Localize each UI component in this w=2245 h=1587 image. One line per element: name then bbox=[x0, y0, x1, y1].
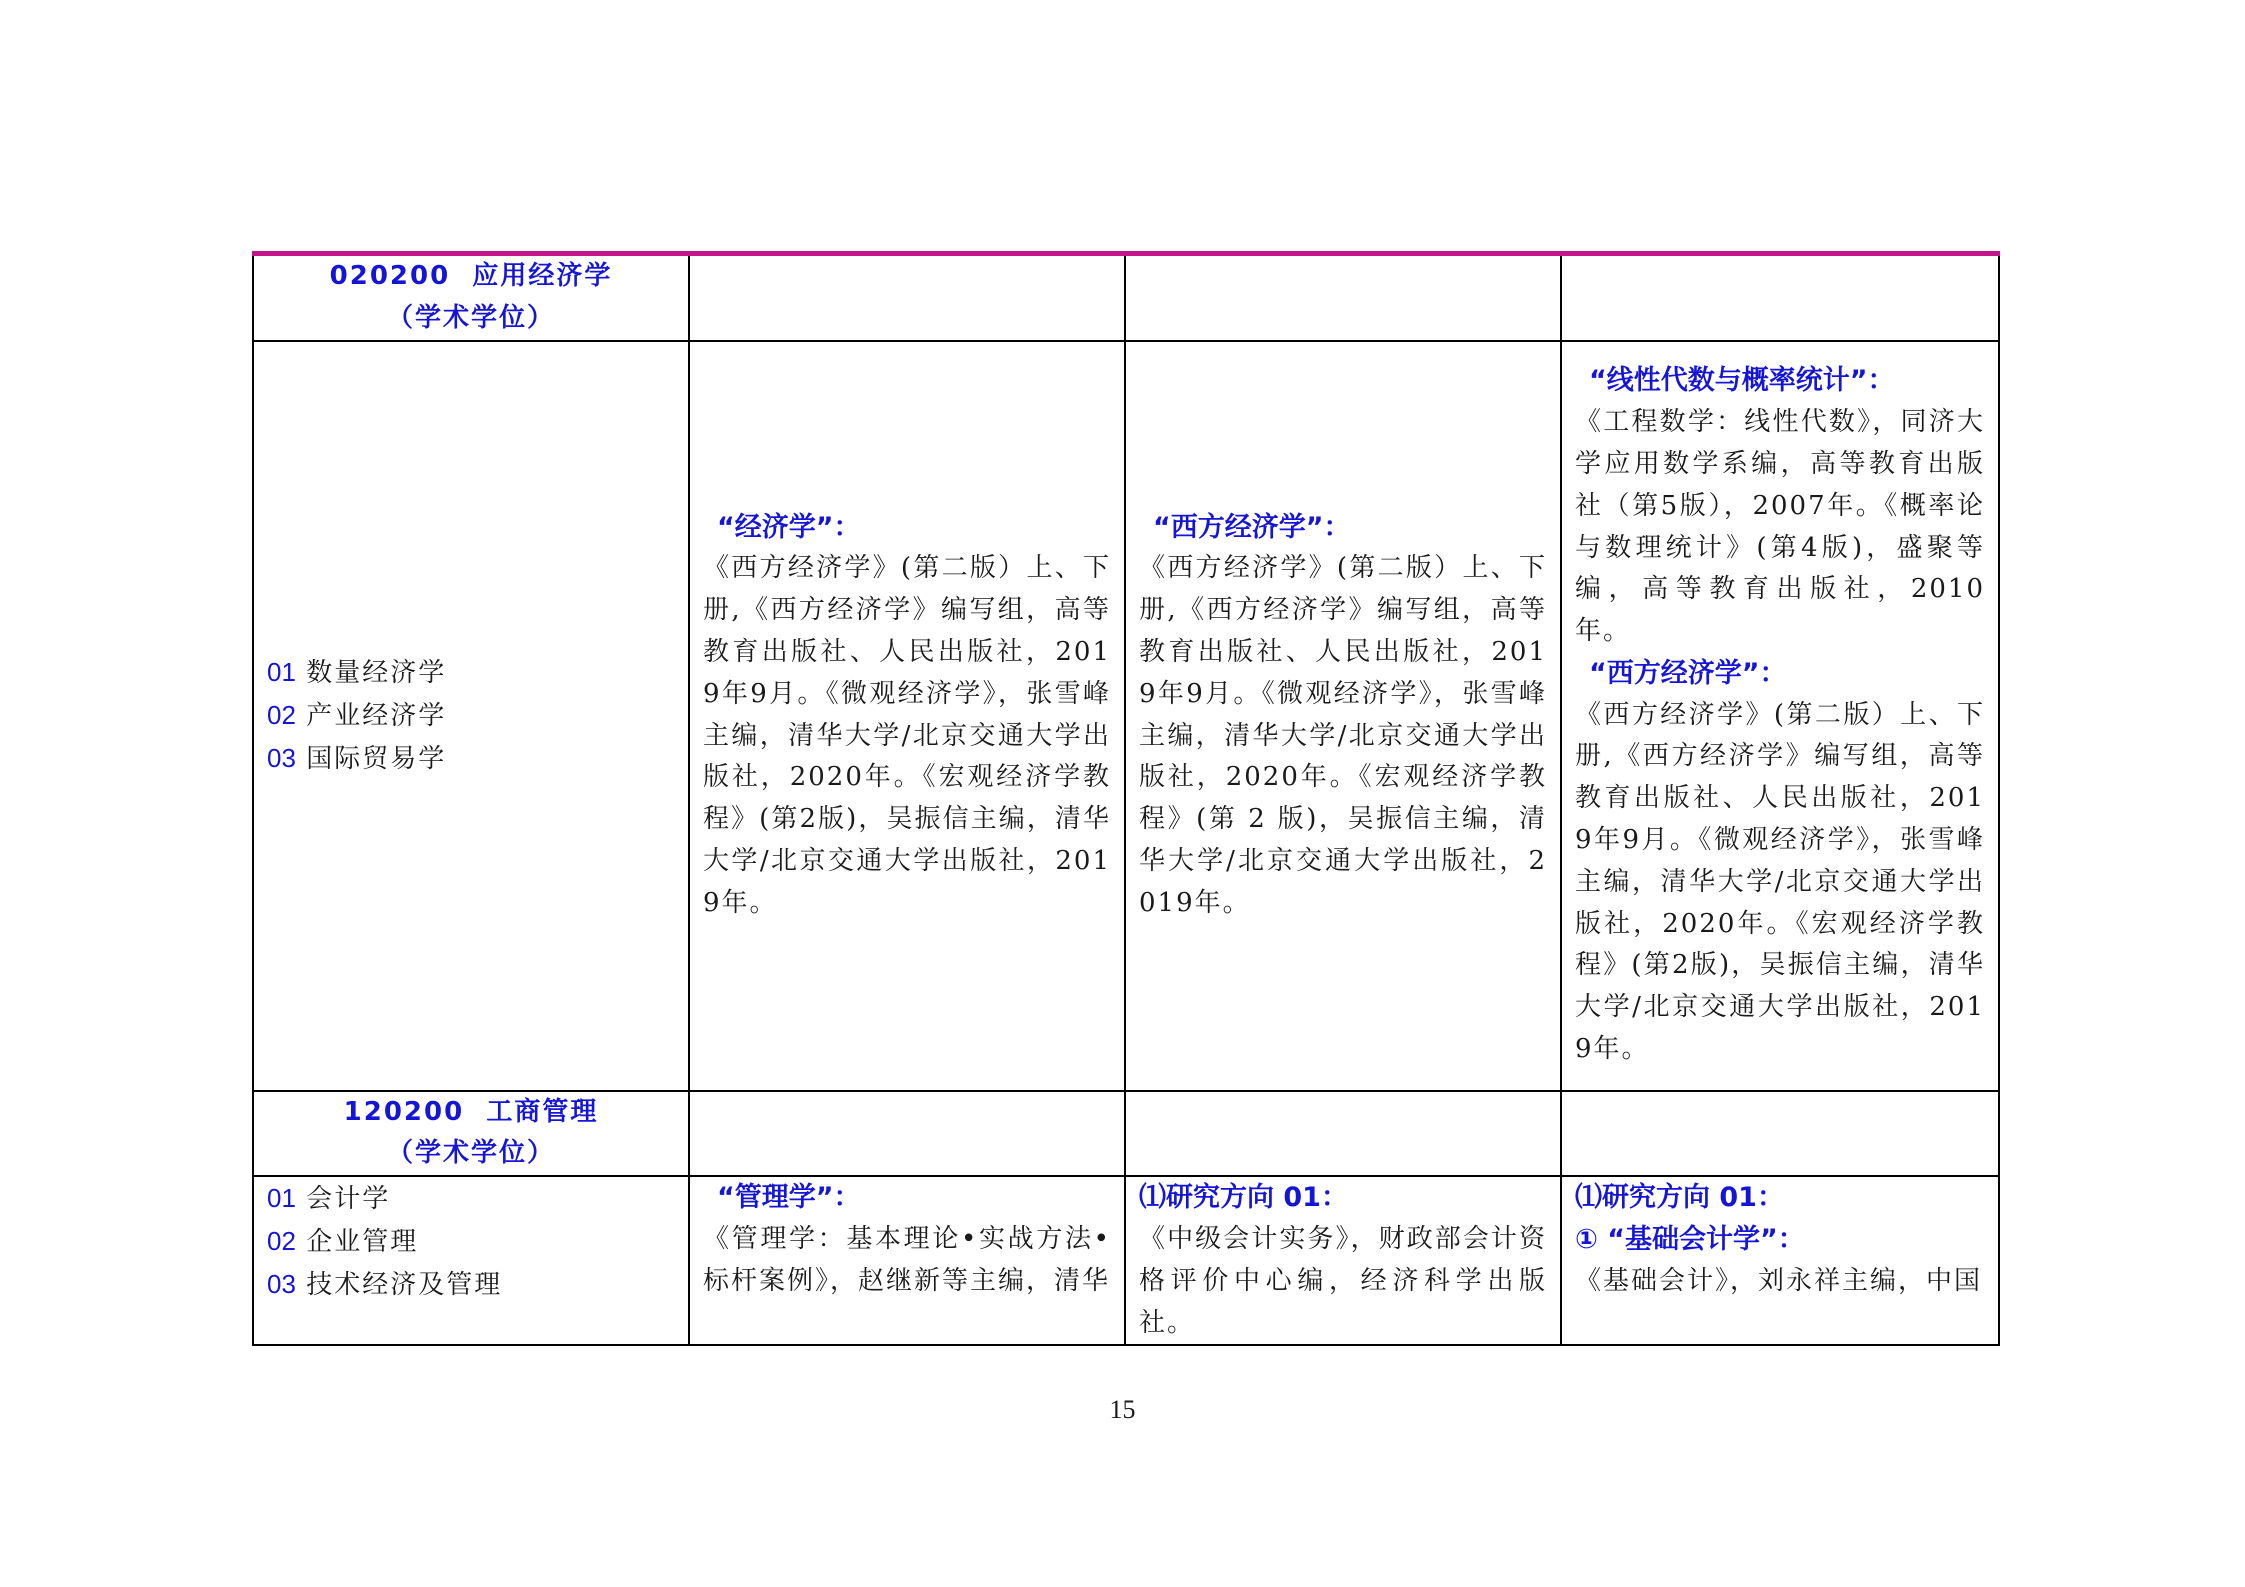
direction-item bbox=[267, 1177, 675, 1220]
direction-code: 02 bbox=[267, 1226, 296, 1257]
reference-text: 《西方经济学》(第二版）上、下册,《西方经济学》编写组，高等教育出版社、人民出版社，2019年9月。《微观经济学》，张雪峰主编，清华大学/北京交通大学出版社，2020年。《宏观经济学教程》(第 2 版)，吴振信主编，清华大学/北京交通大学出版社，2019年。 bbox=[1139, 553, 1547, 918]
directions-cell bbox=[253, 1176, 689, 1345]
direction-item bbox=[267, 1220, 675, 1263]
major-name: 应用经济学 bbox=[472, 261, 613, 291]
major-body-row bbox=[253, 1176, 1999, 1345]
direction-name: 数量经济学 bbox=[306, 658, 447, 689]
subject-heading: “线性代数与概率统计”： bbox=[1589, 365, 1895, 397]
subject-heading: ① “基础会计学”： bbox=[1575, 1223, 1805, 1255]
direction-code: 02 bbox=[267, 700, 296, 731]
direction-item bbox=[267, 737, 675, 780]
major-title bbox=[267, 256, 675, 298]
subject-heading: “经济学”： bbox=[717, 511, 861, 543]
direction-name: 会计学 bbox=[306, 1184, 391, 1215]
direction-item bbox=[267, 651, 675, 694]
direction-code: 01 bbox=[267, 657, 296, 688]
major-name: 工商管理 bbox=[486, 1096, 599, 1127]
major-code: 020200 bbox=[329, 261, 451, 291]
direction-code: 03 bbox=[267, 743, 296, 774]
reference-cell bbox=[1125, 1176, 1561, 1345]
page-number: 15 bbox=[1109, 1395, 1136, 1424]
empty-cell bbox=[689, 254, 1125, 341]
research-direction-heading: ⑴研究方向 01： bbox=[1575, 1182, 1784, 1214]
reference-cell bbox=[689, 1176, 1125, 1345]
direction-item bbox=[267, 1263, 675, 1306]
reference-cell bbox=[1561, 341, 1999, 1091]
empty-cell bbox=[1561, 254, 1999, 341]
subject-heading: “西方经济学”： bbox=[1589, 657, 1787, 689]
reference-text: 《管理学：基本理论•实战方法•标杆案例》，赵继新等主编，清华 bbox=[703, 1223, 1111, 1296]
reference-text: 《工程数学：线性代数》，同济大学应用数学系编，高等教育出版社（第5版），2007年。《概率论与数理统计》(第4版)，盛聚等编，高等教育出版社，2010年。 bbox=[1575, 407, 1985, 647]
reference-text: 《西方经济学》(第二版）上、下册,《西方经济学》编写组，高等教育出版社、人民出版社，2019年9月。《微观经济学》，张雪峰主编，清华大学/北京交通大学出版社，2020年。《宏观经济学教程》(第2版)，吴振信主编，清华大学/北京交通大学出版社，2019年。 bbox=[1575, 699, 1985, 1065]
major-title bbox=[267, 1092, 675, 1134]
direction-name: 技术经济及管理 bbox=[306, 1270, 503, 1301]
direction-code: 03 bbox=[267, 1269, 296, 1300]
major-header-row bbox=[253, 254, 1999, 341]
subject-heading: “管理学”： bbox=[717, 1182, 861, 1214]
empty-cell bbox=[1561, 1091, 1999, 1177]
reference-cell bbox=[1125, 341, 1561, 1091]
research-direction-heading: ⑴研究方向 01： bbox=[1139, 1182, 1348, 1214]
direction-item bbox=[267, 694, 675, 737]
curriculum-table bbox=[252, 251, 2000, 1346]
reference-text: 《西方经济学》(第二版）上、下册,《西方经济学》编写组，高等教育出版社、人民出版社，2019年9月。《微观经济学》，张雪峰主编，清华大学/北京交通大学出版社，2020年。《宏观经济学教程》(第2版)，吴振信主编，清华大学/北京交通大学出版社，2019年。 bbox=[703, 553, 1111, 918]
degree-type: （学术学位） bbox=[386, 302, 555, 333]
major-body-row bbox=[253, 341, 1999, 1091]
empty-cell bbox=[1125, 1091, 1561, 1177]
empty-cell bbox=[1125, 254, 1561, 341]
major-title-cell bbox=[253, 1091, 689, 1177]
direction-code: 01 bbox=[267, 1183, 296, 1214]
reference-text: 《中级会计实务》，财政部会计资格评价中心编，经济科学出版社。 bbox=[1139, 1223, 1547, 1338]
major-title-cell bbox=[253, 254, 689, 341]
reference-cell bbox=[689, 341, 1125, 1091]
subject-heading: “西方经济学”： bbox=[1153, 511, 1351, 543]
direction-name: 国际贸易学 bbox=[306, 744, 447, 775]
reference-cell bbox=[1561, 1176, 1999, 1345]
degree-type: （学术学位） bbox=[386, 1138, 555, 1169]
major-code: 120200 bbox=[343, 1096, 465, 1127]
directions-cell bbox=[253, 341, 689, 1091]
reference-text: 《基础会计》，刘永祥主编，中国 bbox=[1575, 1265, 1983, 1296]
empty-cell bbox=[689, 1091, 1125, 1177]
major-header-row bbox=[253, 1091, 1999, 1177]
direction-name: 产业经济学 bbox=[306, 701, 447, 732]
direction-name: 企业管理 bbox=[306, 1227, 419, 1258]
